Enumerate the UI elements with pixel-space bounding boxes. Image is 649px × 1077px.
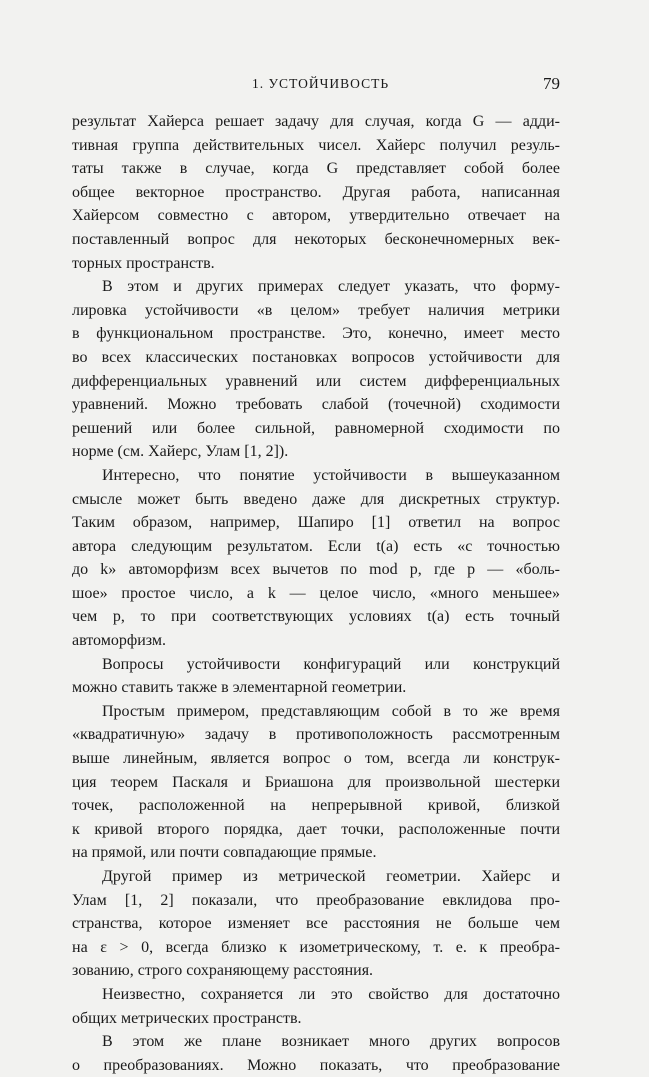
text-line: тивная группа действительных чисел. Хайерс получил резуль- (72, 136, 560, 154)
text-line: ция теорем Паскаля и Бриашона для произвольной шестерки (72, 773, 560, 791)
text-line: дифференциальных уравнений или систем дифференциальных (72, 372, 560, 390)
text-line: общее векторное пространство. Другая работа, написанная (72, 183, 560, 201)
text-line: во всех классических постановках вопросов устойчивости для (72, 348, 560, 366)
text-line: В этом и других примерах следует указать, что форму- (102, 278, 560, 296)
text-line: общих метрических пространств. (72, 1009, 302, 1027)
text-line: торных пространств. (72, 254, 215, 272)
text-line: смысле может быть введено даже для дискретных структур. (72, 490, 560, 508)
text-line: Вопросы устойчивости конфигураций или конструкций (102, 655, 560, 673)
text-line: Неизвестно, сохраняется ли это свойство для достаточно (102, 985, 560, 1003)
text-line: Хайерсом совместно с автором, утвердительно отвечает на (72, 207, 560, 225)
text-line: решений или более сильной, равномерной сходимости по (72, 419, 560, 437)
text-line: выше линейным, является вопрос о том, всегда ли конструк- (72, 750, 560, 768)
text-line: таты также в случае, когда G представляет собой более (72, 160, 560, 178)
body-text (72, 110, 560, 1077)
text-line: в функциональном пространстве. Это, конечно, имеет место (72, 325, 560, 343)
text-line: Другой пример из метрической геометрии. Хайерс и (102, 868, 560, 885)
text-line: Улам [1, 2] показали, что преобразование евклидова про- (72, 891, 560, 909)
text-line: на ε > 0, всегда близко к изометрическому, т. е. к преобра- (72, 938, 560, 956)
text-line: уравнений. Можно требовать слабой (точечной) сходимости (72, 396, 560, 414)
text-line: В этом же плане возникает много других вопросов (102, 1033, 560, 1051)
text-line: Таким образом, например, Шапиро [1] ответил на вопрос (72, 514, 560, 532)
text-line: к кривой второго порядка, дает точки, расположенные почти (72, 820, 560, 838)
text-line: на прямой, или почти совпадающие прямые. (72, 844, 377, 862)
text-line: странства, которое изменяет все расстояния не больше чем (72, 915, 560, 933)
text-line: «квадратичную» задачу в противоположность рассмотренным (72, 726, 560, 744)
text-line: лировка устойчивости «в целом» требует наличия метрики (72, 301, 560, 319)
text-line: чем p, то при соответствующих условиях t(a) есть точный (72, 608, 560, 626)
running-head: 1. УСТОЙЧИВОСТЬ (252, 76, 390, 91)
text-line: до k» автоморфизм всех вычетов по mod p, где p — «боль- (72, 561, 560, 579)
text-line: о преобразованиях. Можно показать, что преобразование (72, 1056, 560, 1074)
text-line: зованию, строго сохраняющему расстояния. (72, 962, 374, 980)
text-line: Простым примером, представляющим собой в то же время (102, 702, 560, 720)
text-line: поставленный вопрос для некоторых бесконечномерных век- (72, 230, 560, 248)
text-line: Интересно, что понятие устойчивости в вышеуказанном (102, 466, 560, 484)
page-header (72, 74, 560, 98)
text-line: результат Хайерса решает задачу для случая, когда G — адди- (72, 113, 560, 130)
text-line: точек, расположенной на непрерывной кривой, близкой (72, 797, 560, 815)
text-line: шое» простое число, а k — целое число, «много меньшее» (72, 584, 560, 602)
text-line: можно ставить также в элементарной геометрии. (72, 679, 407, 697)
text-line: норме (см. Хайерс, Улам [1, 2]). (72, 443, 289, 461)
text-line: автоморфизм. (72, 632, 167, 650)
page-number: 79 (543, 74, 560, 93)
text-line: автора следующим результатом. Если t(a) есть «с точностью (72, 537, 560, 555)
